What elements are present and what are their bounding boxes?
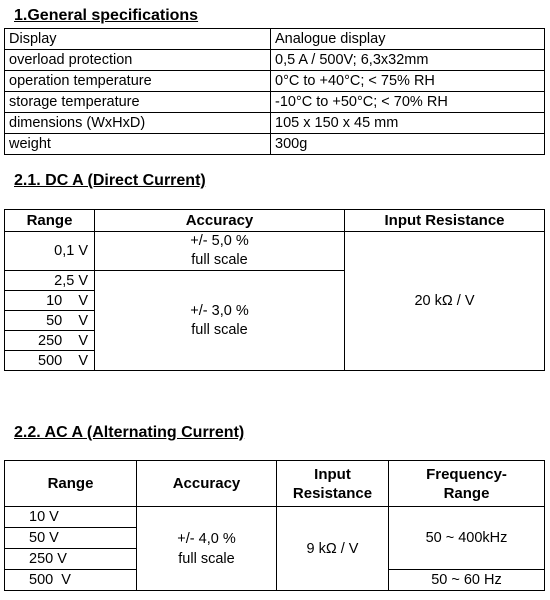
range-cell: 10 V [5, 507, 137, 528]
spec-value: -10°C to +50°C; < 70% RH [271, 92, 545, 113]
accuracy-value: +/- 4,0 % [177, 530, 236, 547]
range-cell: 250 V [5, 331, 95, 351]
input-resistance-cell: 20 kΩ / V [345, 232, 545, 371]
spec-label: storage temperature [5, 92, 271, 113]
accuracy-column-header: Accuracy [95, 210, 345, 232]
table-row [5, 507, 545, 528]
frequency-range-cell: 50 ~ 60 Hz [389, 570, 545, 591]
accuracy-note: full scale [191, 321, 248, 338]
spec-value: Analogue display [271, 29, 545, 50]
range-column-header: Range [5, 461, 137, 507]
general-specifications-table [4, 28, 545, 155]
accuracy-cell [137, 507, 277, 591]
range-cell: 50 V [5, 311, 95, 331]
range-cell: 250 V [5, 549, 137, 570]
spec-value: 0°C to +40°C; < 75% RH [271, 71, 545, 92]
input-resistance-column-header [277, 461, 389, 507]
range-cell: 50 V [5, 528, 137, 549]
range-cell: 0,1 V [5, 232, 95, 271]
table-row [5, 29, 545, 50]
accuracy-note: full scale [178, 550, 235, 567]
accuracy-value: +/- 3,0 % [190, 302, 249, 319]
dc-current-table [4, 209, 545, 371]
range-cell: 500 V [5, 570, 137, 591]
spec-label: weight [5, 134, 271, 155]
accuracy-value: +/- 5,0 % [190, 233, 249, 249]
accuracy-cell [95, 271, 345, 371]
range-column-header: Range [5, 210, 95, 232]
table-row [5, 134, 545, 155]
spec-label: overload protection [5, 50, 271, 71]
frequency-range-column-header [389, 461, 545, 507]
accuracy-note: full scale [191, 252, 248, 268]
range-cell: 2,5 V [5, 271, 95, 291]
input-resistance-header-line1: Input [314, 465, 351, 483]
input-resistance-header-line2: Resistance [292, 484, 373, 502]
table-header-row [5, 210, 545, 232]
frequency-range-header-line2: Range [443, 484, 490, 502]
accuracy-column-header: Accuracy [137, 461, 277, 507]
input-resistance-column-header: Input Resistance [345, 210, 545, 232]
frequency-range-cell: 50 ~ 400kHz [389, 507, 545, 570]
spec-value: 105 x 150 x 45 mm [271, 113, 545, 134]
dc-current-heading: 2.1. DC A (Direct Current) [14, 172, 206, 189]
spec-label: operation temperature [5, 71, 271, 92]
table-row [5, 232, 545, 271]
spec-value: 0,5 A / 500V; 6,3x32mm [271, 50, 545, 71]
table-row [5, 92, 545, 113]
table-row [5, 113, 545, 134]
range-cell: 500 V [5, 351, 95, 371]
ac-current-table [4, 460, 545, 591]
spec-value: 300g [271, 134, 545, 155]
table-row [5, 71, 545, 92]
table-header-row [5, 461, 545, 507]
accuracy-cell [95, 232, 345, 271]
spec-label: dimensions (WxHxD) [5, 113, 271, 134]
frequency-range-header-line1: Frequency- [426, 465, 507, 483]
general-specifications-heading: 1.General specifications [14, 7, 199, 24]
ac-current-heading: 2.2. AC A (Alternating Current) [14, 424, 245, 441]
table-row [5, 50, 545, 71]
spec-label: Display [5, 29, 271, 50]
input-resistance-cell: 9 kΩ / V [277, 507, 389, 591]
range-cell: 10 V [5, 291, 95, 311]
